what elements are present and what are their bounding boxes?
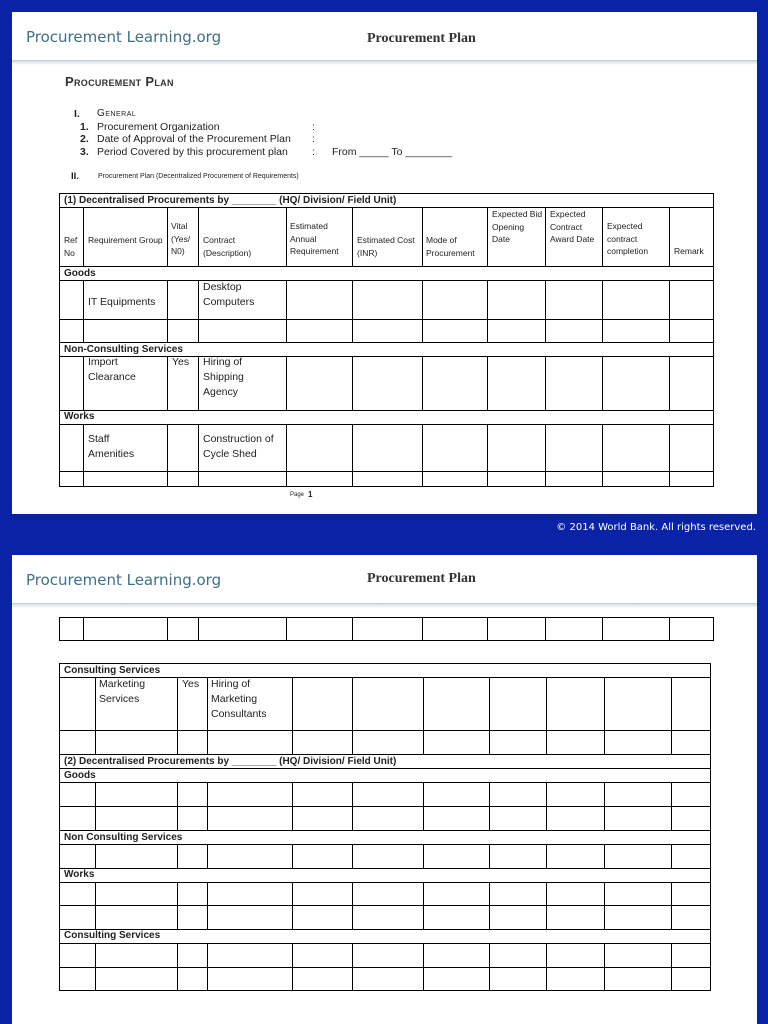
table-rule	[545, 424, 546, 487]
table-rule	[59, 486, 714, 487]
table-rule	[59, 830, 711, 831]
section-goods: Goods	[64, 268, 96, 279]
table-rule	[546, 844, 547, 869]
table-rule	[167, 356, 168, 411]
table-rule	[545, 280, 546, 343]
table-rule	[604, 882, 605, 930]
table-rule	[59, 471, 714, 472]
requirement-group: Marketing Services	[99, 678, 146, 705]
table-rule	[286, 356, 287, 411]
requirement-group: IT Equipments	[88, 296, 156, 308]
contract-description: Desktop Computers	[203, 281, 255, 308]
table-rule	[352, 356, 353, 411]
period-value: From _____ To ________	[332, 146, 453, 158]
section2-heading: Procurement Plan (Decentralized Procurement of Requirements)	[98, 173, 299, 180]
table-rule	[207, 677, 208, 755]
table-rule	[59, 806, 711, 807]
table-rule	[489, 882, 490, 930]
copyright-notice: © 2014 World Bank. All rights reserved.	[556, 522, 756, 533]
table-rule	[59, 730, 711, 731]
table-rule	[669, 207, 670, 267]
item-number: 3.	[80, 146, 89, 158]
table-rule	[292, 882, 293, 930]
vital-value: Yes	[172, 356, 190, 368]
table-rule	[167, 207, 168, 267]
column-header: Contract (Description)	[203, 235, 252, 258]
column-header: Requirement Group	[88, 235, 163, 245]
site-name[interactable]: Procurement Learning.org	[26, 28, 222, 46]
item-number: 1.	[80, 121, 89, 133]
table-rule	[292, 943, 293, 991]
table-rule	[59, 905, 711, 906]
table-rule	[198, 356, 199, 411]
table-rule	[669, 280, 670, 343]
table-rule	[671, 782, 672, 831]
table-rule	[604, 782, 605, 831]
table-rule	[95, 844, 96, 869]
table-rule	[671, 844, 672, 869]
column-header: Expected Bid Opening Date	[492, 209, 543, 244]
table-rule	[602, 617, 603, 641]
table-rule	[286, 280, 287, 343]
table-rule	[292, 782, 293, 831]
table-rule	[286, 424, 287, 487]
column-header: Vital (Yes/ N0)	[171, 221, 191, 256]
table-rule	[292, 677, 293, 755]
table-rule	[602, 280, 603, 343]
table-rule	[545, 207, 546, 267]
table-rule	[83, 207, 84, 267]
section2-numeral: II.	[71, 171, 79, 182]
header-divider	[12, 603, 757, 608]
table-rule	[59, 663, 711, 664]
table-rule	[352, 882, 353, 930]
table-rule	[422, 424, 423, 487]
section-goods: Goods	[64, 770, 96, 781]
requirement-group: Staff Amenities	[88, 433, 135, 460]
table-rule	[207, 882, 208, 930]
table-rule	[671, 677, 672, 755]
table-rule	[604, 943, 605, 991]
table-rule	[83, 617, 84, 641]
table-rule	[352, 617, 353, 641]
section-works: Works	[64, 411, 95, 422]
table-rule	[292, 844, 293, 869]
table-rule	[487, 356, 488, 411]
table-rule	[167, 617, 168, 641]
table-rule	[602, 424, 603, 487]
table-rule	[604, 844, 605, 869]
table-rule	[59, 280, 714, 281]
table-rule	[177, 882, 178, 930]
section1-heading: General	[97, 108, 137, 119]
section-non-consulting: Non Consulting Services	[64, 832, 183, 843]
item-number: 2.	[80, 133, 89, 145]
table-rule	[95, 782, 96, 831]
header-title: Procurement Plan	[367, 571, 476, 586]
table-rule	[59, 617, 60, 641]
table-rule	[545, 617, 546, 641]
table-rule	[177, 782, 178, 831]
vital-value: Yes	[182, 678, 200, 690]
table-rule	[546, 677, 547, 755]
table-rule	[352, 677, 353, 755]
table-rule	[59, 640, 714, 641]
column-header: Expected contract completion	[607, 221, 649, 256]
section-consulting: Consulting Services	[64, 665, 161, 676]
table-rule	[546, 882, 547, 930]
table-rule	[167, 280, 168, 343]
requirement-group: Import Clearance	[88, 356, 136, 383]
table-rule	[59, 754, 711, 755]
table-rule	[83, 356, 84, 411]
table-rule	[487, 617, 488, 641]
table-rule	[59, 319, 714, 320]
table-rule	[489, 844, 490, 869]
table-rule	[95, 677, 96, 755]
table-rule	[59, 342, 714, 343]
table-rule	[713, 617, 714, 641]
table-rule	[489, 677, 490, 755]
table-rule	[198, 280, 199, 343]
table-rule	[59, 990, 711, 991]
column-header: Expected Contract Award Date	[550, 209, 595, 244]
item-label: Period Covered by this procurement plan	[97, 146, 288, 158]
table-rule	[489, 782, 490, 831]
section1-numeral: I.	[74, 108, 80, 120]
table-rule	[59, 207, 714, 208]
table-rule	[422, 617, 423, 641]
header-divider	[12, 60, 757, 65]
table-rule	[167, 424, 168, 487]
table-rule	[487, 207, 488, 267]
table-rule	[198, 207, 199, 267]
section-consulting: Consulting Services	[64, 930, 161, 941]
table-rule	[83, 280, 84, 343]
table-rule	[59, 424, 714, 425]
table-rule	[352, 943, 353, 991]
contract-description: Hiring of Marketing Consultants	[211, 678, 267, 720]
table-rule	[352, 844, 353, 869]
page-number: 1	[308, 490, 313, 499]
header-title: Procurement Plan	[367, 31, 476, 46]
column-header: Estimated Cost (INR)	[357, 235, 415, 258]
table-rule	[489, 943, 490, 991]
table-rule	[352, 280, 353, 343]
table-rule	[59, 266, 714, 267]
table-rule	[177, 943, 178, 991]
table-rule	[207, 844, 208, 869]
table-rule	[95, 882, 96, 930]
table-rule	[423, 677, 424, 755]
table-rule	[710, 663, 711, 991]
table-rule	[177, 677, 178, 755]
table-rule	[602, 207, 603, 267]
table-rule	[352, 424, 353, 487]
section-works: Works	[64, 869, 95, 880]
table-rule	[423, 844, 424, 869]
table-rule	[286, 207, 287, 267]
table-rule	[671, 943, 672, 991]
table-rule	[59, 882, 711, 883]
table-rule	[59, 193, 60, 487]
item-label: Procurement Organization	[97, 121, 220, 133]
item-colon: :	[312, 121, 315, 133]
column-header: Estimated Annual Requirement	[290, 221, 339, 256]
table-rule	[59, 782, 711, 783]
table-rule	[671, 882, 672, 930]
table-rule	[487, 424, 488, 487]
table-rule	[352, 782, 353, 831]
table-rule	[352, 207, 353, 267]
table-rule	[545, 356, 546, 411]
table-rule	[604, 677, 605, 755]
table-rule	[177, 844, 178, 869]
table-rule	[669, 424, 670, 487]
table-rule	[546, 782, 547, 831]
column-header: Mode of Procurement	[426, 235, 475, 258]
table-rule	[59, 410, 714, 411]
table-rule	[602, 356, 603, 411]
table-rule	[59, 768, 711, 769]
item-colon: :	[312, 146, 315, 158]
table-rule	[669, 617, 670, 641]
table-title: (1) Decentralised Procurements by ________ (HQ/ Division/ Field Unit)	[64, 195, 397, 206]
table-rule	[286, 617, 287, 641]
table-rule	[59, 617, 714, 618]
section-non-consulting: Non-Consulting Services	[64, 344, 183, 355]
table-rule	[207, 943, 208, 991]
table-rule	[83, 424, 84, 487]
table-rule	[713, 193, 714, 487]
table-rule	[423, 943, 424, 991]
contract-description: Hiring of Shipping Agency	[203, 356, 244, 398]
document-title: Procurement Plan	[65, 74, 174, 89]
item-colon: :	[312, 133, 315, 145]
table-rule	[207, 782, 208, 831]
site-name[interactable]: Procurement Learning.org	[26, 571, 222, 589]
document-page-1	[12, 12, 757, 514]
document-page-2	[12, 555, 757, 1024]
table-rule	[95, 943, 96, 991]
table-rule	[546, 943, 547, 991]
table-rule	[423, 782, 424, 831]
table-rule	[59, 868, 711, 869]
table-rule	[422, 207, 423, 267]
table-rule	[422, 356, 423, 411]
contract-description: Construction of Cycle Shed	[203, 433, 274, 460]
column-header: Ref No	[64, 235, 78, 258]
table-rule	[59, 844, 711, 845]
table-rule	[59, 193, 714, 194]
table-title: (2) Decentralised Procurements by ________ (HQ/ Division/ Field Unit)	[64, 756, 397, 767]
table-rule	[59, 663, 60, 991]
table-rule	[198, 617, 199, 641]
page-label: Page	[290, 492, 305, 498]
column-header: Remark	[674, 246, 704, 256]
table-rule	[423, 882, 424, 930]
table-rule	[198, 424, 199, 487]
table-rule	[487, 280, 488, 343]
table-rule	[59, 967, 711, 968]
table-rule	[422, 280, 423, 343]
item-label: Date of Approval of the Procurement Plan	[97, 133, 291, 145]
table-rule	[59, 943, 711, 944]
table-rule	[669, 356, 670, 411]
